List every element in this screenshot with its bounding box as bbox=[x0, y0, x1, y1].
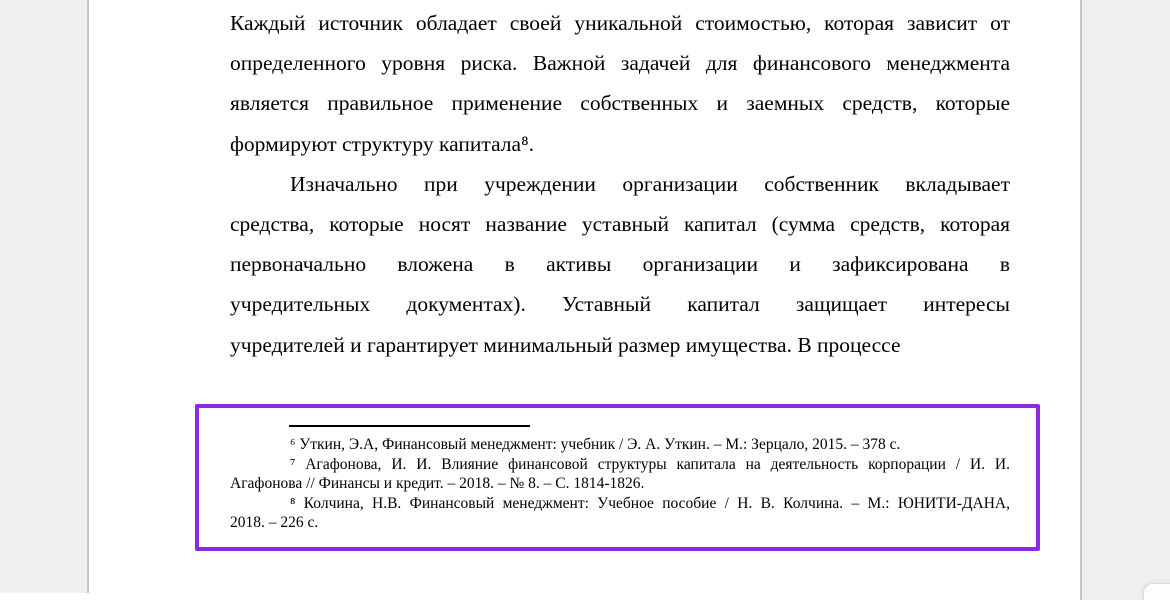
text-line: средства, которые носят название уставный капитал (сумма средств, которая bbox=[230, 212, 1010, 237]
text-line: является правильное применение собственных и заемных средств, которые bbox=[230, 91, 1010, 116]
text-line: ⁶ Уткин, Э.А, Финансовый менеджмент: учебник / Э. А. Уткин. – М.: Зерцало, 2015. – 378 с. bbox=[290, 436, 901, 453]
text-line: Изначально при учреждении организации собственник вкладывает bbox=[290, 171, 1010, 196]
left-page-margin bbox=[0, 0, 89, 593]
text-line: учредителей и гарантирует минимальный размер имущества. В процессе bbox=[230, 332, 901, 357]
paragraph bbox=[230, 164, 1010, 365]
text-line: формируют структуру капитала⁸. bbox=[230, 131, 534, 156]
text-line: ⁷ Агафонова, И. И. Влияние финансовой структуры капитала на деятельность корпорации / И. И. bbox=[290, 455, 1010, 473]
text-line: учредительных документах). Уставный капитал защищает интересы bbox=[230, 292, 1010, 317]
text-line: ⁸ Колчина, Н.В. Финансовый менеджмент: Учебное пособие / Н. В. Колчина. – М.: ЮНИТИ-ДАНА, bbox=[290, 494, 1010, 512]
text-line: Каждый источник обладает своей уникальной стоимостью, которая зависит от bbox=[230, 11, 1010, 35]
text-line: определенного уровня риска. Важной задачей для финансового менеджмента bbox=[230, 51, 1010, 76]
main-text-block bbox=[230, 3, 1010, 365]
right-page-margin bbox=[1080, 0, 1170, 600]
floating-corner-button[interactable] bbox=[1143, 583, 1170, 600]
annotation-rectangle bbox=[195, 404, 1040, 551]
text-line: 2018. – 226 с. bbox=[230, 514, 319, 532]
text-line: первоначально вложена в активы организации и зафиксирована в bbox=[230, 252, 1010, 277]
paragraph bbox=[230, 3, 1010, 164]
text-line: Агафонова // Финансы и кредит. – 2018. – № 8. – С. 1814-1826. bbox=[230, 475, 645, 493]
